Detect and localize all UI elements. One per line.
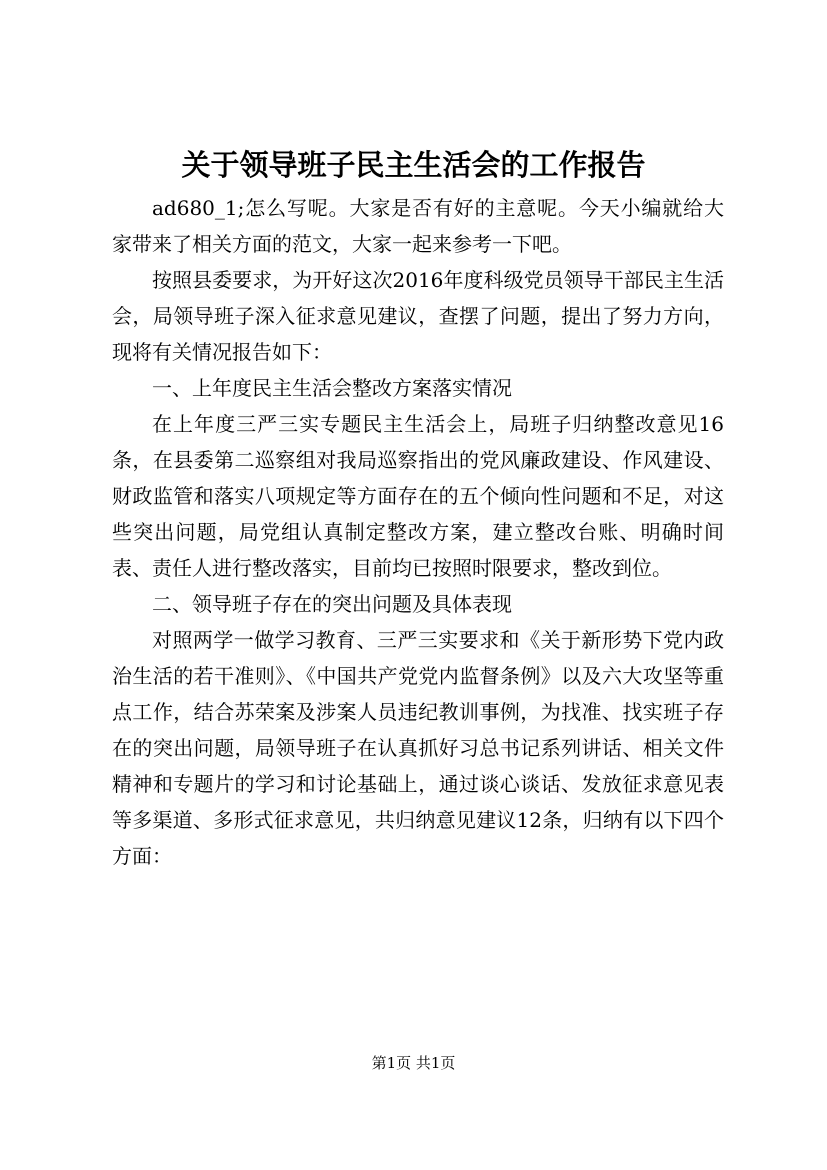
- document-title: 关于领导班子民主生活会的工作报告: [181, 148, 646, 182]
- paragraph-section-1: 在上年度三严三实专题民主生活会上，局班子归纳整改意见16条，在县委第二巡察组对我局巡察指出的党风廉政建设、作风建设、财政监管和落实八项规定等方面存在的五个倾向性问题和不足，对这些突出问题，局党组认真制定整改方案，建立整改台账、明确时间表、责任人进行整改落实，目前均已按照时限要求，整改到位。: [112, 412, 724, 580]
- paragraph-overview: 按照县委要求，为开好这次2016年度科级党员领导干部民主生活会，局领导班子深入征求意见建议，查摆了问题，提出了努力方向，现将有关情况报告如下：: [112, 268, 724, 364]
- section-heading-1: 一、上年度民主生活会整改方案落实情况: [152, 376, 512, 400]
- section-heading-2: 二、领导班子存在的突出问题及具体表现: [152, 592, 512, 616]
- paragraph-intro: ad680_1;怎么写呢。大家是否有好的主意呢。今天小编就给大家带来了相关方面的范文，大家一起来参考一下吧。: [112, 196, 724, 256]
- document-body: [112, 190, 724, 874]
- page-footer: 第1页 共1页: [371, 1054, 456, 1072]
- paragraph-section-2: 对照两学一做学习教育、三严三实要求和《关于新形势下党内政治生活的若干准则》、《中国共产党党内监督条例》以及六大攻坚等重点工作，结合苏荣案及涉案人员违纪教训事例，为找准、找实班子存在的突出问题，局领导班子在认真抓好习总书记系列讲话、相关文件精神和专题片的学习和讨论基础上，通过谈心谈话、发放征求意见表等多渠道、多形式征求意见，共归纳意见建议12条，归纳有以下四个方面：: [112, 628, 724, 868]
